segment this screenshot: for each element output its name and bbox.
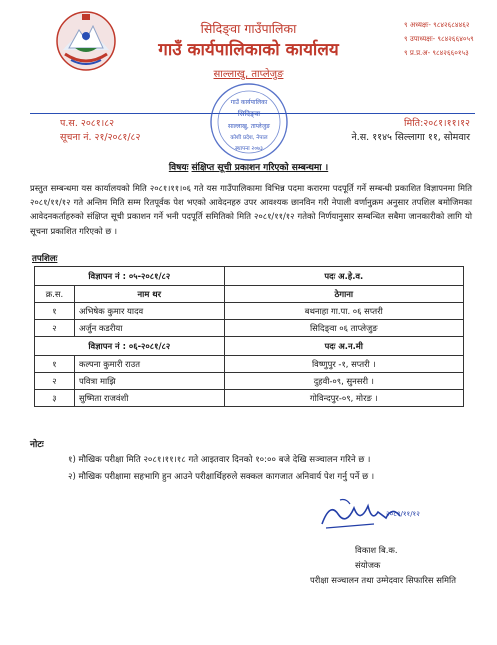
date-block <box>330 117 470 145</box>
table-row <box>35 390 464 407</box>
fiscal-year: प.स. २०८१।८२ <box>60 118 115 129</box>
table-row <box>35 373 464 390</box>
row-address: गोविन्दपुर-०९, मोरङ । <box>224 390 463 407</box>
row-serial: ३ <box>35 390 75 407</box>
date-bs: मिति:२०८१।११।१२ <box>404 118 470 129</box>
row-address: दुहवी-०९, सुनसरी । <box>224 373 463 390</box>
office-address: साल्लाखु, ताप्लेजुङ <box>213 69 284 80</box>
post-name: पदः अ.हे.व. <box>224 267 463 286</box>
details-heading: तपशिलः <box>32 254 58 264</box>
row-serial: २ <box>35 320 75 337</box>
note-item: २) मौखिक परीक्षामा सहभागि हुन आउने परीक्षार्थिहरुले सक्कल कागजात अनिवार्य पेश गर्नु पर्ने छ । <box>68 472 375 482</box>
col-serial: क्र.स. <box>35 286 75 303</box>
post-name: पदः अ.न.मी <box>224 337 463 356</box>
column-headers <box>35 286 464 303</box>
subject-text: संक्षिप्त सूची प्रकाशन गरिएको सम्बन्धमा । <box>191 163 329 173</box>
municipality-name: सिदिङ्वा गाउँपालिका <box>200 21 297 36</box>
svg-text:२०८१/११/१२: २०८१/११/१२ <box>386 510 420 518</box>
row-name: अर्जुन कडरीया <box>74 320 224 337</box>
section-header <box>35 337 464 356</box>
svg-text:स्थापना २०७३: स्थापना २०७३ <box>235 146 263 152</box>
table-row <box>35 356 464 373</box>
ad-number: विज्ञापन नं : ०५-२०८१/८२ <box>35 267 225 286</box>
phone-cao: ९ प्र.प्र.अ- ९८४२६६०१५३ <box>404 49 469 57</box>
row-address: बथनाहा गा.पा. ०६ सप्तरी <box>224 303 463 320</box>
row-name: पवित्रा माझि <box>74 373 224 390</box>
office-name: गाउँ कार्यपालिकाको कार्यालय <box>158 40 339 60</box>
phone-chairperson: ९ अध्यक्षः- ९८४२६८४४६२ <box>404 21 470 29</box>
contact-phones <box>404 18 474 60</box>
notice-number: सूचना नं. २१/२०८१/८२ <box>60 132 141 143</box>
table-row <box>35 303 464 320</box>
office-stamp <box>207 80 291 164</box>
row-address: विष्णुपुर -१, सप्तरी । <box>224 356 463 373</box>
col-address: ठेगाना <box>224 286 463 303</box>
reference-block <box>60 117 140 145</box>
row-name: सुष्मिता राजवंशी <box>74 390 224 407</box>
svg-text:साल्लाखु, ताप्लेजुङ: साल्लाखु, ताप्लेजुङ <box>228 123 270 130</box>
row-name: कल्पना कुमारी राउत <box>74 356 224 373</box>
note-item: १) मौखिक परीक्षा मिति २०८१।११।१८ गते आइतवार दिनको १०:०० बजे देखि सञ्चालन गरिने छ । <box>68 455 371 465</box>
row-address: सिदिङ्वा ०६ ताप्लेजुङ <box>224 320 463 337</box>
signatory-name: विकाश बि.क. <box>355 545 398 555</box>
svg-text:गाउँ कार्यपालिका: गाउँ कार्यपालिका <box>230 99 268 106</box>
ad-number: विज्ञापन नं : ०६-२०८१/८२ <box>35 337 225 356</box>
section-header <box>35 267 464 286</box>
col-name: नाम थर <box>74 286 224 303</box>
candidate-table <box>34 266 464 407</box>
body-paragraph: प्रस्तुत सम्बन्धमा यस कार्यालयको मिति २०८१।११।०६ गते यस गाउँपालिकामा विभिन्न पदमा करारमा पदपूर्ति गर्ने सम्बन्धी प्रकाशित विज्ञापनमा मिति २०८१/११/१२ गते अन्तिम मिति सम्म रितपूर्वक पेश भएको आवेदनहरु उपर आवश्यक छानविन गरी नेपाली वर्णानुक्रम अनुसार तपशिल बमोजिमका आवेदनकर्ताहरुको संक्षिप्त सूची प्रकाशन गर्ने भनी पदपूर्ति समितिको मिति २०८१/११/१२ गतेको निर्णयानुसार सम्बन्धित सबैमा जानकारीको लागि यो सूचना प्रकाशित गरिएको छ । <box>30 183 472 236</box>
subject-prefix: विषयः <box>168 163 189 173</box>
row-serial: १ <box>35 356 75 373</box>
signature <box>316 494 424 534</box>
table-row <box>35 320 464 337</box>
committee-name: परीक्षा सञ्चालन तथा उम्मेदवार सिफारिस समिति <box>310 575 456 585</box>
subject-line <box>0 160 497 173</box>
signatory-title: संयोजक <box>355 560 381 570</box>
row-name: अभिषेक कुमार यादव <box>74 303 224 320</box>
notes-heading: नोटः <box>30 440 44 450</box>
svg-text:सिदिङ्वा: सिदिङ्वा <box>237 110 261 118</box>
svg-text:कोशी प्रदेश, नेपाल: कोशी प्रदेश, नेपाल <box>230 135 268 141</box>
row-serial: १ <box>35 303 75 320</box>
row-serial: २ <box>35 373 75 390</box>
phone-vice-chairperson: ९ उपाध्यक्षः- ९८४२६६४०५९ <box>404 35 474 43</box>
date-nepal-sambat: ने.स. ११४५ सिल्लागा ११, सोमवार <box>351 132 470 143</box>
